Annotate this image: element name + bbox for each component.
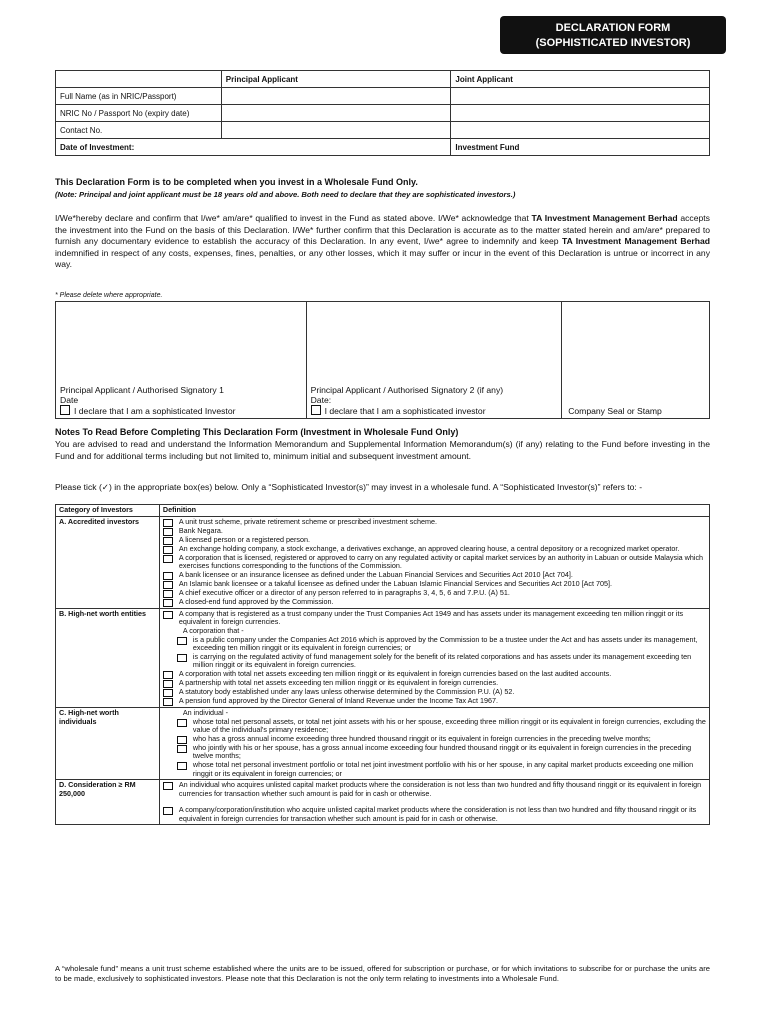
consideration-list — [159, 780, 709, 825]
individual-intro: An individual - — [182, 707, 229, 717]
high-net-worth-individuals-label: C. High-net worth individuals — [56, 707, 160, 779]
signatory-1-date-label: Date — [60, 395, 79, 405]
checkbox[interactable] — [177, 719, 187, 727]
investment-fund-label: Investment Fund — [455, 142, 520, 152]
checkbox[interactable] — [163, 680, 173, 688]
full-name-label: Full Name (as in NRIC/Passport) — [56, 88, 222, 105]
list-item: A bank licensee or an insurance licensee as defined under the Labuan Financial Services and Securities Act 2010 [Act 704]. — [163, 571, 706, 580]
checkbox[interactable] — [163, 519, 173, 527]
delete-note: * Please delete where appropriate. — [55, 292, 163, 299]
checkbox[interactable] — [163, 599, 173, 607]
list-item: is carrying on the regulated activity of fund management solely for the benefit of its related corporations and has assets under its management exceeding ten million ringgit or its equivalent in foreign currencies. — [163, 653, 706, 670]
list-item: A company that is registered as a trust company under the Trust Companies Act 1949 and has assets under its management exceeding ten million ringgit or its equivalent in foreign currencies. — [163, 610, 706, 627]
list-item: who has a gross annual income exceeding three hundred thousand ringgit or its equivalent in foreign currencies in the preceding twelve months; — [163, 735, 706, 744]
signatory-2-box[interactable] — [306, 302, 562, 419]
signatory-2-label: Principal Applicant / Authorised Signatory 2 (if any) — [310, 385, 504, 395]
accredited-investors-label: A. Accredited investors — [56, 516, 160, 608]
list-item: whose total net personal assets, or total net joint assets with his or her spouse, exceeding three million ringgit or its equivalent in foreign currencies, excluding the value of the individual's primary residence; — [163, 718, 706, 735]
date-of-investment-label: Date of Investment: — [60, 142, 135, 152]
declare-label-1: I declare that I am a sophisticated Investor — [74, 406, 236, 416]
high-net-worth-individuals-list — [159, 707, 709, 779]
tick-instruction: Please tick (✓) in the appropriate box(es) below. Only a “Sophisticated Investor(s)” may invest in a wholesale fund. A “Sophisticated Investor(s)” refers to: - — [55, 482, 643, 492]
accredited-investors-list — [159, 516, 709, 608]
checkbox[interactable] — [177, 762, 187, 770]
date-of-investment-field[interactable] — [56, 139, 451, 156]
list-item: A licensed person or a registered person. — [163, 536, 706, 545]
investment-fund-field[interactable] — [451, 139, 710, 156]
list-item: An Islamic bank licensee or a takaful licensee as defined under the Labuan Islamic Financial Services and Securities Act 2010 [Act 705]. — [163, 580, 706, 589]
principal-contact-field[interactable] — [221, 122, 451, 139]
list-item: A statutory body established under any laws unless otherwise determined by the Commission P.U. (A) 52. — [163, 688, 706, 697]
checkbox[interactable] — [163, 782, 173, 790]
notes-body: You are advised to read and understand the Information Memorandum and Supplemental Information Memorandum(s) (if any) relating to the Fund before investing in the Fund and for additional terms including but not limited to, minimum initial and subsequent investment amount. — [55, 439, 710, 461]
company-seal-label: Company Seal or Stamp — [568, 406, 662, 416]
principal-nric-field[interactable] — [221, 105, 451, 122]
checkbox[interactable] — [177, 736, 187, 744]
joint-applicant-header: Joint Applicant — [451, 71, 710, 88]
checkbox[interactable] — [163, 555, 173, 563]
list-item: A pension fund approved by the Director General of Inland Revenue under the Income Tax Act 1967. — [163, 697, 706, 706]
list-item: A corporation with total net assets exceeding ten million ringgit or its equivalent in foreign currencies based on the last audited accounts. — [163, 670, 706, 679]
list-item: is a public company under the Companies Act 2016 which is approved by the Commission to be a trustee under the Act and has assets under its management, exceeding ten million ringgit or its equivalent in foreign currencies; or — [163, 636, 706, 653]
checkbox[interactable] — [163, 537, 173, 545]
checkbox[interactable] — [163, 698, 173, 706]
checkbox[interactable] — [163, 807, 173, 815]
list-item: An exchange holding company, a stock exchange, a derivatives exchange, an approved clearing house, a central depository or a recognized market operator. — [163, 545, 706, 554]
company-name: TA Investment Management Berhad — [561, 236, 710, 246]
checkbox[interactable] — [177, 637, 187, 645]
notes-title: Notes To Read Before Completing This Declaration Form (Investment in Wholesale Fund Only) — [55, 427, 459, 437]
list-item: A corporation that is licensed, registered or approved to carry on any regulated activity or capital market services by an authority in Labuan or outside Malaysia which exercises functions corresponding to the functions of the Commission. — [163, 554, 706, 571]
list-item: An individual who acquires unlisted capital market products where the consideration is not less than two hundred and fifty thousand ringgit or its equivalent in foreign currencies for transaction whether such amount is paid for in cash or otherwise. — [163, 781, 706, 798]
declaration-paragraph: I/We*hereby declare and confirm that I/we* am/are* qualified to invest in the Fund as stated above. I/We* acknowledge that TA Investment Management Berhad accepts the investment into the Fund on the basis of this Declaration. I/We* further confirm that this Declaration is accurate as to the matter stated herein and am/are* prepared to furnish any documentary evidence to establish the accuracy of this Declaration. In any event, I/we* agree to indemnify and keep TA Investment Management Berhad indemnified in respect of any costs, expenses, fines, penalties, or any other losses, which it may suffer or incur in the event of this Declaration is untrue or incorrect in any way. — [55, 213, 710, 269]
high-net-worth-entities-label: B. High-net worth entities — [56, 608, 160, 707]
intro-title: This Declaration Form is to be completed when you invest in a Wholesale Fund Only. — [55, 177, 418, 187]
signatory-1-box[interactable] — [56, 302, 307, 419]
checkbox[interactable] — [163, 689, 173, 697]
list-item: Bank Negara. — [163, 527, 706, 536]
declare-label-2: I declare that I am a sophisticated investor — [324, 406, 486, 416]
list-item: A partnership with total net assets exceeding ten million ringgit or its equivalent in foreign currencies. — [163, 679, 706, 688]
applicant-table — [55, 70, 710, 156]
principal-applicant-header: Principal Applicant — [221, 71, 451, 88]
joint-contact-field[interactable] — [451, 122, 710, 139]
high-net-worth-entities-list — [159, 608, 709, 707]
checkbox[interactable] — [177, 745, 187, 753]
list-item: A unit trust scheme, private retirement scheme or prescribed investment scheme. — [163, 518, 706, 527]
checkbox[interactable] — [163, 581, 173, 589]
nric-label: NRIC No / Passport No (expiry date) — [56, 105, 222, 122]
form-title: DECLARATION FORM — [555, 22, 671, 34]
category-header: Category of Investors — [56, 505, 160, 517]
definitions-table — [55, 504, 710, 825]
definition-header: Definition — [159, 505, 709, 517]
list-item: A chief executive officer or a director of any person referred to in paragraphs 3, 4, 5, 6 and 7.P.U. (A) 51. — [163, 589, 706, 598]
consideration-label: D. Consideration ≥ RM 250,000 — [56, 780, 160, 825]
joint-full-name-field[interactable] — [451, 88, 710, 105]
signatory-2-date-label: Date: — [310, 395, 332, 405]
list-item: A company/corporation/institution who acquire unlisted capital market products where the consideration is not less than two hundred and fifty thousand ringgit or its equivalent in foreign currencies for transaction whether such amount is paid for in cash or otherwise. — [163, 806, 706, 823]
signature-table — [55, 301, 710, 419]
checkbox[interactable] — [163, 528, 173, 536]
checkbox[interactable] — [163, 611, 173, 619]
principal-full-name-field[interactable] — [221, 88, 451, 105]
list-item: A closed-end fund approved by the Commission. — [163, 598, 706, 607]
checkbox[interactable] — [163, 590, 173, 598]
checkbox[interactable] — [163, 671, 173, 679]
sophisticated-investor-checkbox-2[interactable] — [311, 405, 321, 415]
contact-label: Contact No. — [56, 122, 222, 139]
checkbox[interactable] — [163, 572, 173, 580]
checkbox[interactable] — [163, 546, 173, 554]
form-subtitle: (SOPHISTICATED INVESTOR) — [535, 37, 691, 49]
sophisticated-investor-checkbox-1[interactable] — [60, 405, 70, 415]
company-name: TA Investment Management Berhad — [531, 213, 678, 223]
signatory-1-label: Principal Applicant / Authorised Signatory 1 — [60, 385, 224, 395]
company-seal-box[interactable] — [562, 302, 710, 419]
joint-nric-field[interactable] — [451, 105, 710, 122]
corporation-intro: A corporation that - — [182, 625, 244, 635]
list-item: whose total net personal investment portfolio or total net joint investment portfolio with his or her spouse, in any capital market products exceeding one million ringgit or its equivalent in foreign currencies; or — [163, 761, 706, 778]
list-item: who jointly with his or her spouse, has a gross annual income exceeding four hundred thousand ringgit or its equivalent in foreign currencies in the preceding twelve months; — [163, 744, 706, 761]
form-title-box — [500, 16, 726, 54]
checkbox[interactable] — [177, 654, 187, 662]
wholesale-fund-footnote: A “wholesale fund” means a unit trust scheme established where the units are to be issued, offered for subscription or purchase, or for which invitations to subscribe for or purchase the units are to be made, exclusively to sophisticated investors. Please note that this Declaration is not the only term relating to investments into a Wholesale Fund. — [55, 964, 710, 983]
intro-note: (Note: Principal and joint applicant must be 18 years old and above. Both need to declare that they are sophisticated investors.) — [55, 190, 516, 199]
